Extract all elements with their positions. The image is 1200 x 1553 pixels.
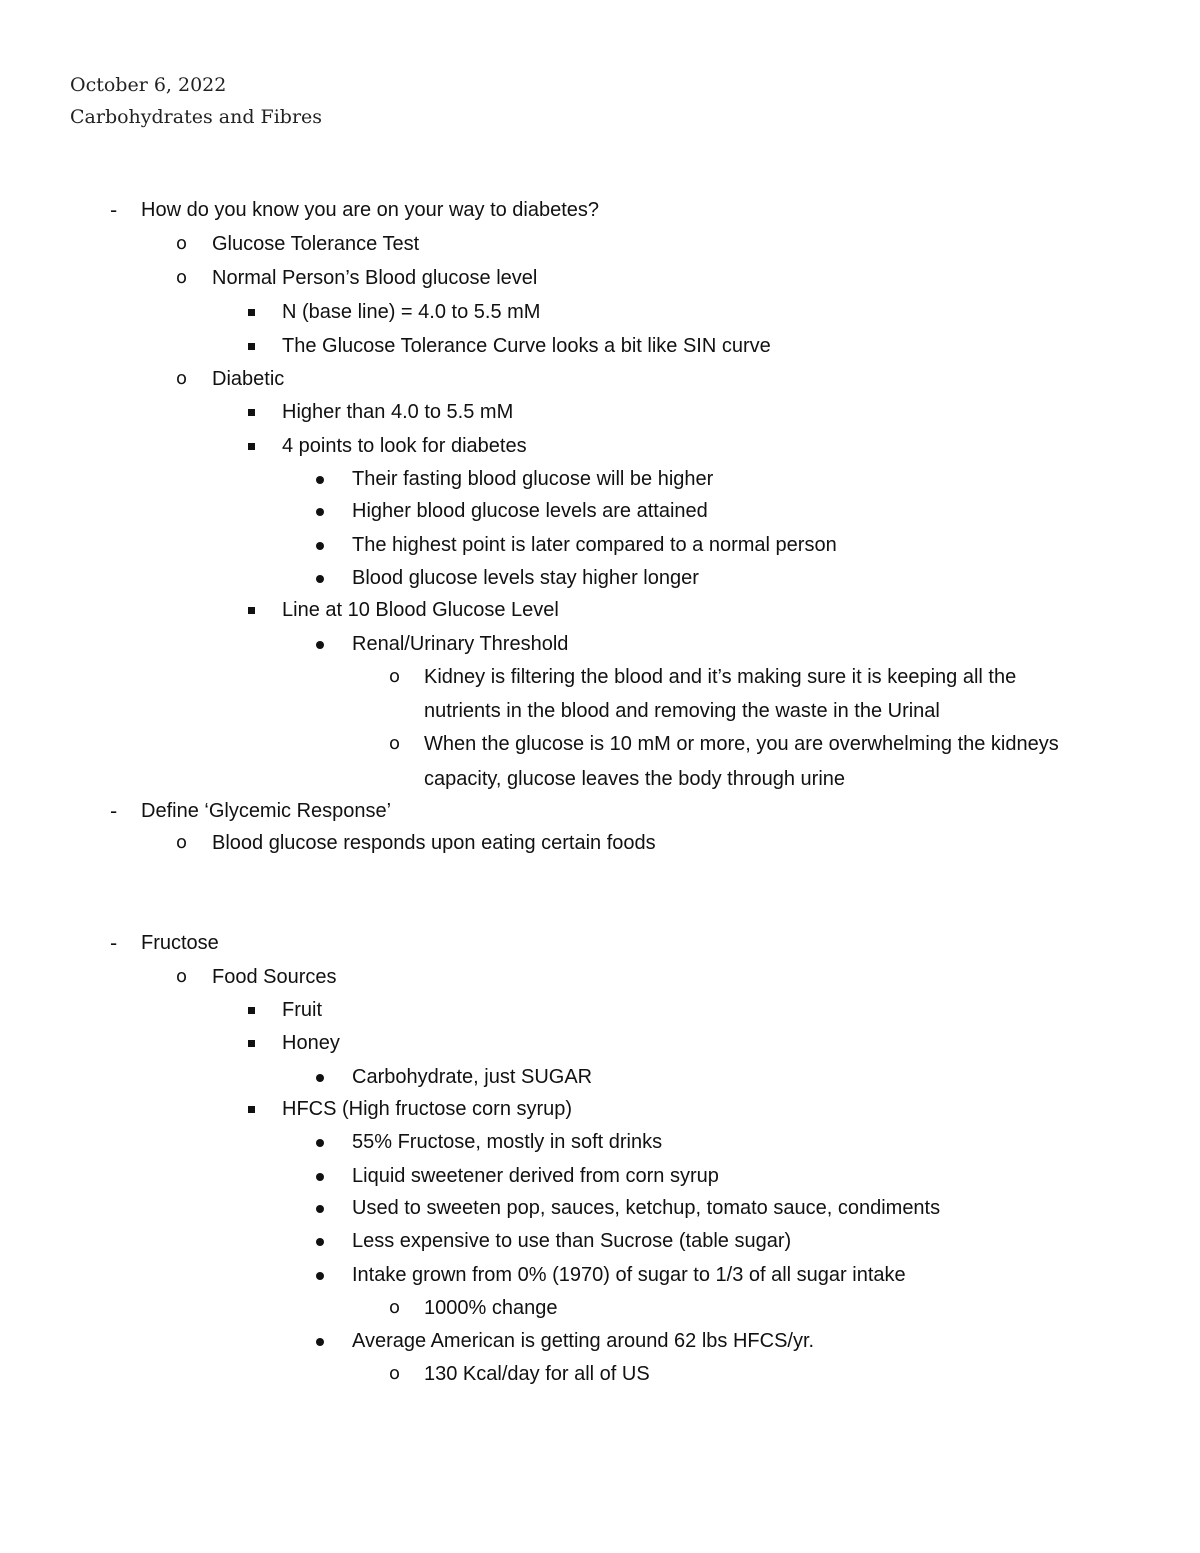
- circle-bullet: o: [176, 267, 188, 288]
- list-item: 55% Fructose, mostly in soft drinks: [352, 1131, 663, 1153]
- circle-bullet: o: [389, 1297, 401, 1318]
- list-item: Fructose: [141, 932, 219, 954]
- square-bullet: [248, 343, 255, 350]
- list-item: Average American is getting around 62 lbs HFCS/yr.: [352, 1330, 815, 1352]
- list-item: How do you know you are on your way to diabetes?: [141, 199, 600, 221]
- square-bullet: [248, 309, 255, 316]
- dot-bullet: [316, 1338, 324, 1346]
- list-item: The Glucose Tolerance Curve looks a bit like SIN curve: [282, 335, 771, 357]
- list-item: When the glucose is 10 mM or more, you are overwhelming the kidneys: [424, 733, 1059, 755]
- dash-bullet: -: [110, 931, 118, 955]
- document-date: October 6, 2022: [70, 74, 227, 96]
- dot-bullet: [316, 1205, 324, 1213]
- list-item: Kidney is filtering the blood and it’s making sure it is keeping all the: [424, 666, 1017, 688]
- list-item: Used to sweeten pop, sauces, ketchup, tomato sauce, condiments: [352, 1197, 941, 1219]
- list-item: Normal Person’s Blood glucose level: [212, 267, 538, 289]
- dot-bullet: [316, 1272, 324, 1280]
- square-bullet: [248, 607, 255, 614]
- dot-bullet: [316, 1173, 324, 1181]
- list-item: Renal/Urinary Threshold: [352, 633, 569, 655]
- dot-bullet: [316, 575, 324, 583]
- document-title: Carbohydrates and Fibres: [70, 106, 323, 128]
- list-item: N (base line) = 4.0 to 5.5 mM: [282, 301, 541, 323]
- circle-bullet: o: [389, 733, 401, 754]
- list-item: Fruit: [282, 999, 322, 1021]
- list-item: Define ‘Glycemic Response’: [141, 800, 392, 822]
- list-item: Blood glucose levels stay higher longer: [352, 567, 699, 589]
- dot-bullet: [316, 1139, 324, 1147]
- list-item: Less expensive to use than Sucrose (table sugar): [352, 1230, 792, 1252]
- list-item: Honey: [282, 1032, 340, 1054]
- square-bullet: [248, 1007, 255, 1014]
- dot-bullet: [316, 1074, 324, 1082]
- dash-bullet: -: [110, 799, 118, 823]
- list-item: Their fasting blood glucose will be higher: [352, 468, 714, 490]
- list-item: Higher than 4.0 to 5.5 mM: [282, 401, 514, 423]
- list-item: Food Sources: [212, 966, 337, 988]
- list-item: Line at 10 Blood Glucose Level: [282, 599, 559, 621]
- circle-bullet: o: [389, 666, 401, 687]
- list-item-continuation: capacity, glucose leaves the body through urine: [424, 768, 846, 790]
- list-item: The highest point is later compared to a normal person: [352, 534, 837, 556]
- list-item: 130 Kcal/day for all of US: [424, 1363, 650, 1385]
- circle-bullet: o: [176, 832, 188, 853]
- list-item: HFCS (High fructose corn syrup): [282, 1098, 573, 1120]
- circle-bullet: o: [176, 233, 188, 254]
- list-item: Carbohydrate, just SUGAR: [352, 1066, 593, 1088]
- circle-bullet: o: [176, 368, 188, 389]
- list-item: Blood glucose responds upon eating certain foods: [212, 832, 656, 854]
- list-item: Intake grown from 0% (1970) of sugar to 1/3 of all sugar intake: [352, 1264, 906, 1286]
- dot-bullet: [316, 1238, 324, 1246]
- square-bullet: [248, 409, 255, 416]
- dash-bullet: -: [110, 198, 118, 222]
- list-item: Higher blood glucose levels are attained: [352, 500, 708, 522]
- dot-bullet: [316, 641, 324, 649]
- circle-bullet: o: [389, 1363, 401, 1384]
- list-item: Glucose Tolerance Test: [212, 233, 420, 255]
- circle-bullet: o: [176, 966, 188, 987]
- list-item: Liquid sweetener derived from corn syrup: [352, 1165, 719, 1187]
- square-bullet: [248, 1106, 255, 1113]
- dot-bullet: [316, 508, 324, 516]
- square-bullet: [248, 443, 255, 450]
- list-item: 1000% change: [424, 1297, 558, 1319]
- square-bullet: [248, 1040, 255, 1047]
- list-item: Diabetic: [212, 368, 285, 390]
- list-item: 4 points to look for diabetes: [282, 435, 527, 457]
- dot-bullet: [316, 542, 324, 550]
- list-item-continuation: nutrients in the blood and removing the waste in the Urinal: [424, 700, 940, 722]
- dot-bullet: [316, 476, 324, 484]
